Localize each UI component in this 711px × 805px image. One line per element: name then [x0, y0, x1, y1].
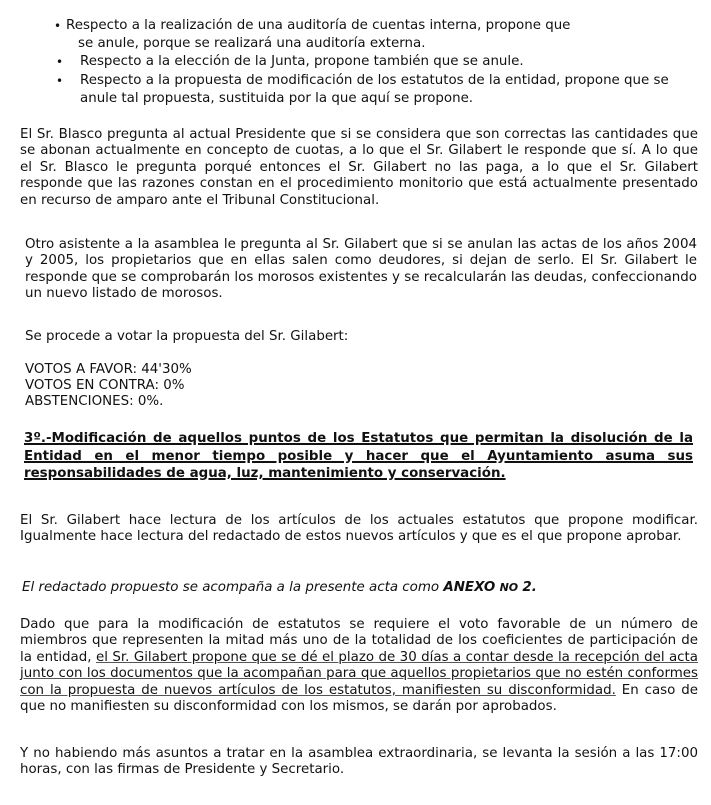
agenda-item-heading: 3º.-Modificación de aquellos puntos de los Estatutos que permitan la disolución de la Entidad en el menor tiempo posible y hacer que el Ayuntamiento asuma sus responsabilidades de agua, luz, mantenimiento y conservación. — [24, 431, 693, 482]
votes-in-favor: VOTOS A FAVOR: 44'30% — [25, 362, 192, 377]
paragraph-text: En caso de que no manifiesten su disconformidad con los mismos, se darán por aprobados. — [20, 682, 698, 715]
bullet-item — [0, 53, 711, 71]
annex-label: ANEXO — [443, 580, 496, 595]
paragraph-annex-note — [22, 580, 700, 596]
paragraph-statute-modification — [20, 617, 698, 715]
underlined-proposal: el Sr. Gilabert propone que se dé el plazo de 30 días a contar desde la recepción del acta junto con los documentos que la acompañan para que aquellos propietarios que no estén conformes con la propuesta de nuevos artículos de los estatutos, manifiesten su disconformidad. — [20, 649, 698, 698]
votes-against: VOTOS EN CONTRA: 0% — [25, 378, 185, 394]
bullet-icon: • — [54, 19, 62, 33]
paragraph-blasco-question: El Sr. Blasco pregunta al actual Presidente que si se considera que son correctas las cantidades que se abonan actualmente en concepto de cuotas, a lo que el Sr. Gilabert le responde que sí. A lo que el Sr. Blasco le pregunta porqué entonces el Sr. Gilabert no las paga, a lo que el Sr. Gilabert responde que las razones constan en el procedimiento monitorio que está actualmente presentado en recurso de amparo ante el Tribunal Constitucional. — [20, 127, 698, 208]
paragraph-vote-intro: Se procede a votar la propuesta del Sr. Gilabert: — [25, 329, 349, 344]
abstentions: ABSTENCIONES: 0%. — [25, 394, 164, 410]
bullet-item — [0, 17, 711, 53]
annex-number: 2. — [522, 580, 537, 595]
bullet-text: Respecto a la elección de la Junta, propone también que se anule. — [80, 54, 524, 70]
bullet-icon: • — [56, 55, 64, 70]
paragraph-statutes-reading: El Sr. Gilabert hace lectura de los artículos de los actuales estatutos que propone modificar. Igualmente hace lectura del redactado de estos nuevos artículos y que es el que propone aprobar. — [20, 513, 698, 545]
bullet-list — [0, 17, 711, 108]
annex-note-text: El redactado propuesto se acompaña a la presente acta como — [22, 580, 444, 595]
bullet-item — [0, 72, 711, 108]
bullet-line: se anule, porque se realizará una auditoría externa. — [78, 36, 426, 52]
bullet-text: Respecto a la propuesta de modificación de los estatutos de la entidad, propone que se anule tal propuesta, sustituida por la que aquí se propone. — [80, 72, 669, 106]
vote-results — [25, 362, 425, 411]
bullet-text — [0, 17, 711, 53]
paragraph-other-attendee-question: Otro asistente a la asamblea le pregunta al Sr. Gilabert que si se anulan las actas de los años 2004 y 2005, los propietarios que en ellas salen como deudores, si dejan de serlo. El Sr. Gilabert le responde que se comprobarán los morosos existentes y se recalcularán las deudas, confeccionando un nuevo listado de morosos. — [25, 237, 697, 302]
paragraph-text: Dado que para la modificación de estatutos se requiere el voto favorable de un número de miembros que representen la mitad más uno de la totalidad de los coeficientes de participación de la entidad, — [20, 617, 698, 665]
annex-no-label: NO — [499, 581, 519, 594]
paragraph-closing: Y no habiendo más asuntos a tratar en la asamblea extraordinaria, se levanta la sesión a las 17:00 horas, con las firmas de Presidente y Secretario. — [20, 746, 698, 778]
bullet-icon: • — [56, 73, 64, 88]
bullet-line: Respecto a la realización de una auditoría de cuentas interna, propone que — [66, 18, 571, 33]
